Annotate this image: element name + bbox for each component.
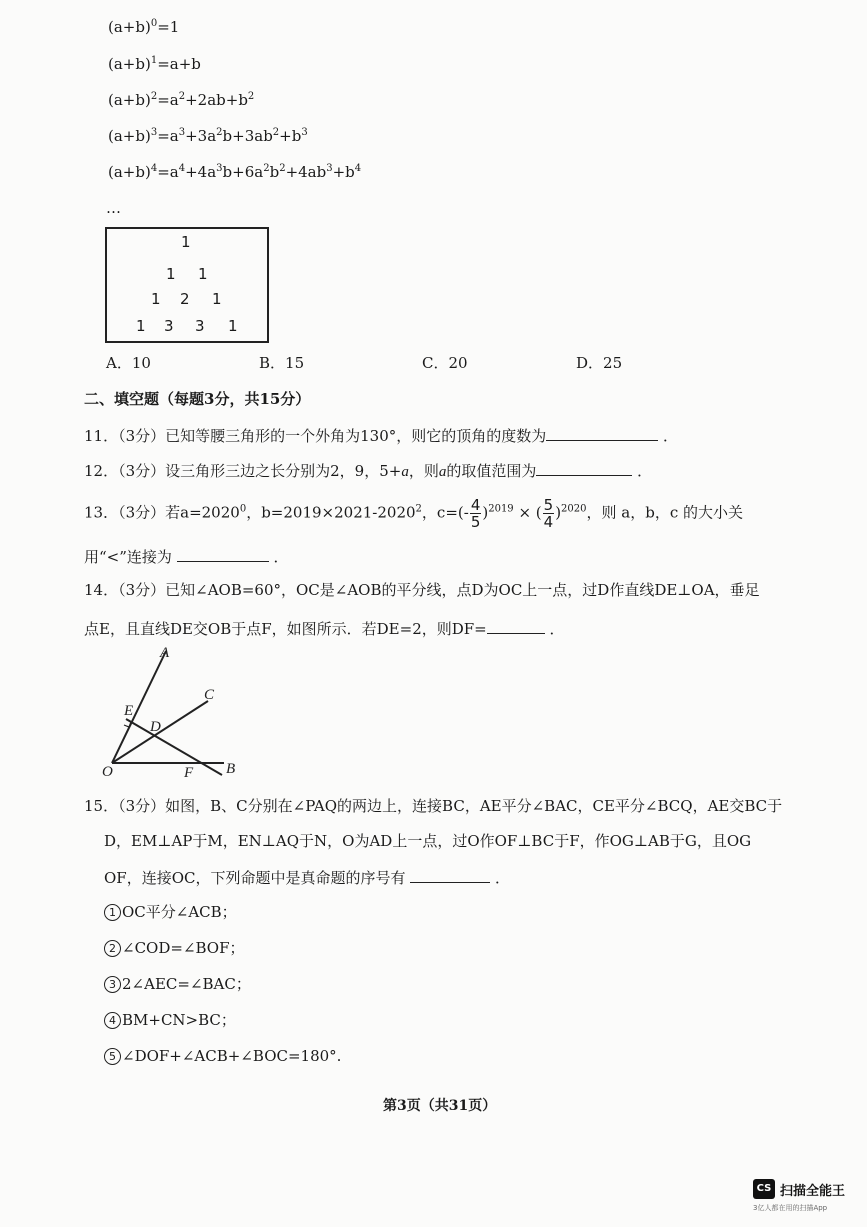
pascal-triangle-box bbox=[105, 227, 269, 343]
question-14: 14．（3分）已知∠AOB=60°，OC是∠AOB的平分线，点D为OC上一点，过D作直线DE⊥OA，垂足 bbox=[84, 581, 760, 599]
question-15-line2: D，EM⊥AP于M，EN⊥AQ于N，O为AD上一点，过O作OF⊥BC于F，作OG⊥AB于G，且OG bbox=[104, 832, 752, 850]
scanner-logo-icon: CS bbox=[753, 1179, 775, 1199]
label-o: O bbox=[102, 764, 113, 780]
ellipsis: … bbox=[106, 199, 121, 217]
section-heading: 二、填空题（每题3分，共15分） bbox=[84, 390, 311, 408]
proposition-1: 1 OC平分∠ACB； bbox=[104, 902, 237, 922]
fraction: $\frac{4}{5}$ bbox=[470, 496, 481, 531]
scanner-name: 扫描全能王 bbox=[780, 1184, 846, 1199]
label-a: A bbox=[160, 645, 170, 661]
label-b: B bbox=[226, 761, 236, 777]
pascal-number: 2 bbox=[180, 290, 190, 308]
binomial-line-4: $(a+b)^4=a^4+4a^3b+6a^2b^2+4ab^3+b^4$ bbox=[108, 163, 362, 181]
option-d: D．25 bbox=[576, 354, 623, 372]
question-14-line2: 点E，且直线DE交OB于点F，如图所示．若DE=2，则DF= ． bbox=[84, 617, 565, 639]
question-13-line2: 用“<”连接为 ． bbox=[84, 545, 288, 567]
proposition-5: 5 ∠DOF+∠ACB+∠BOC=180°. bbox=[104, 1046, 341, 1066]
fraction: $\frac{5}{4}$ bbox=[543, 496, 554, 531]
pascal-number: 1 bbox=[136, 317, 146, 335]
binomial-line-0: $(a+b)^0=1$ bbox=[108, 18, 180, 36]
pascal-number: 1 bbox=[212, 290, 222, 308]
answer-blank bbox=[536, 459, 632, 476]
pascal-number: 1 bbox=[166, 265, 176, 283]
proposition-3: 3 2∠AEC=∠BAC； bbox=[104, 974, 251, 994]
question-12: 12．（3分）设三角形三边之长分别为2，9，5+a，则a的取值范围为 ． bbox=[84, 459, 652, 482]
option-c: C．20 bbox=[422, 354, 468, 372]
pascal-number: 3 bbox=[164, 317, 174, 335]
answer-blank bbox=[410, 866, 490, 883]
answer-blank bbox=[487, 617, 545, 634]
pascal-number: 3 bbox=[195, 317, 205, 335]
answer-blank bbox=[546, 424, 658, 441]
scanner-watermark bbox=[753, 1179, 853, 1213]
label-d: D bbox=[150, 719, 161, 735]
scanner-slogan: 3亿人都在用的扫描App bbox=[753, 1204, 828, 1212]
label-c: C bbox=[204, 687, 215, 703]
binomial-line-3: $(a+b)^3=a^3+3a^2b+3ab^2+b^3$ bbox=[108, 127, 308, 145]
binomial-line-1: $(a+b)^1=a+b$ bbox=[108, 55, 201, 73]
question-15-line3: OF，连接OC，下列命题中是真命题的序号有 ． bbox=[104, 866, 510, 888]
pascal-number: 1 bbox=[198, 265, 208, 283]
pascal-number: 1 bbox=[228, 317, 238, 335]
option-a: A．10 bbox=[106, 354, 151, 372]
pascal-number: 1 bbox=[151, 290, 161, 308]
question-13: 13．（3分）若$a=2020^0$，$b=2019\times 2021-2020^2$，c=(- $\frac{4}{5}$ )$^{2019}$ × ( $\frac{5}{4}$ )$^{2020}$，则 a，b，c 的大小关 bbox=[84, 496, 743, 531]
label-e: E bbox=[124, 703, 134, 719]
geometry-figure bbox=[96, 643, 246, 783]
question-15: 15．（3分）如图，B、C分别在∠PAQ的两边上，连接BC，AE平分∠BAC，CE平分∠BCQ，AE交BC于 bbox=[84, 797, 783, 815]
answer-blank bbox=[177, 545, 269, 562]
proposition-4: 4 BM+CN>BC； bbox=[104, 1010, 236, 1030]
question-11: 11．（3分）已知等腰三角形的一个外角为130°，则它的顶角的度数为 ． bbox=[84, 424, 678, 446]
option-b: B．15 bbox=[259, 354, 305, 372]
binomial-line-2: $(a+b)^2=a^2+2ab+b^2$ bbox=[108, 91, 255, 109]
page-footer: 第3页（共31页） bbox=[383, 1098, 497, 1114]
proposition-2: 2 ∠COD=∠BOF； bbox=[104, 938, 245, 958]
pascal-number: 1 bbox=[181, 233, 191, 251]
label-f: F bbox=[184, 765, 194, 781]
line-de bbox=[126, 719, 222, 775]
